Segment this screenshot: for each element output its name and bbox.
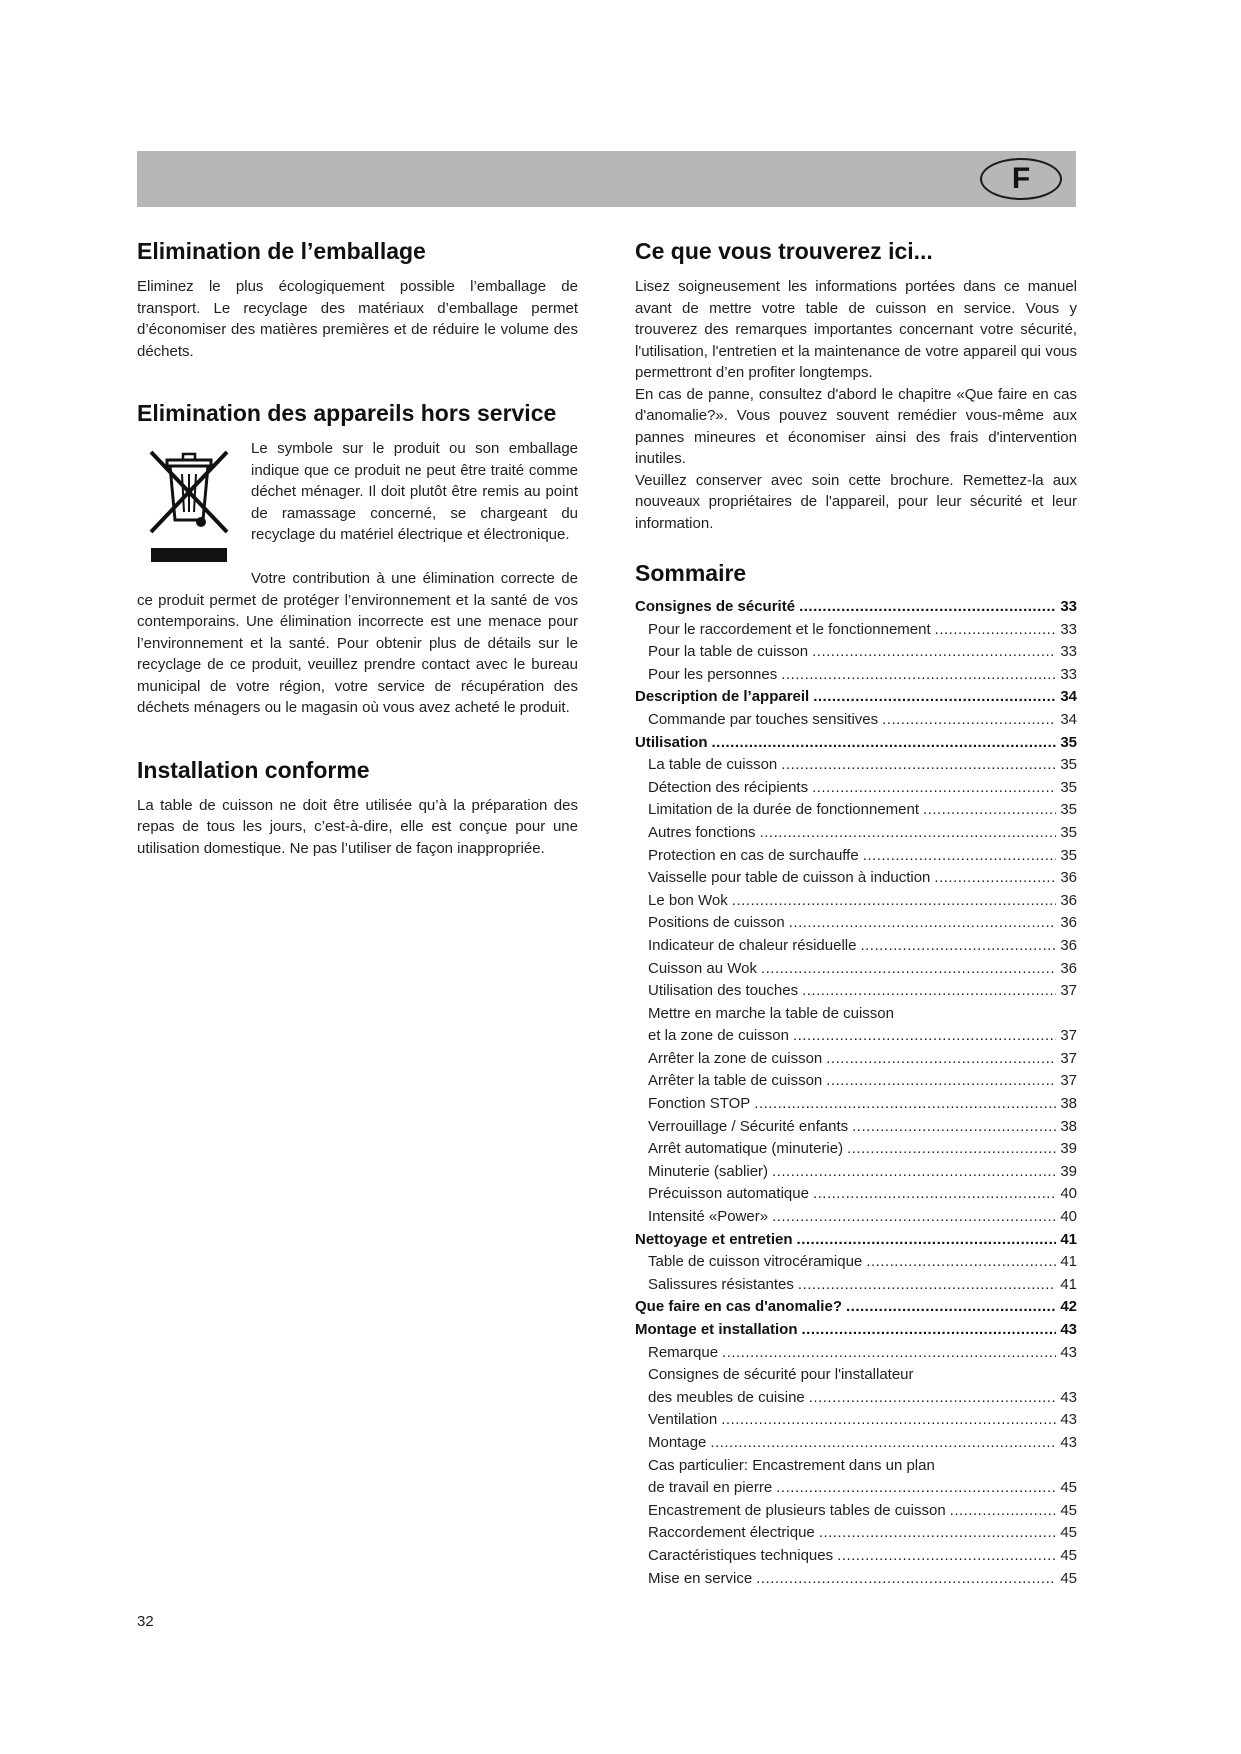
toc-label: Verrouillage / Sécurité enfants [648,1117,849,1135]
toc-leader-dots [882,709,1056,732]
toc-page-number: 36 [1060,936,1077,954]
toc-page-number: 36 [1060,891,1077,909]
toc-leader-dots [772,1206,1056,1229]
toc-page-number: 33 [1060,643,1077,661]
toc-page-number: 35 [1060,823,1077,841]
toc-page-number: 43 [1060,1433,1077,1451]
toc-entry [635,1138,1077,1161]
toc-title: Sommaire [635,560,747,586]
toc-entry [635,1048,1077,1071]
disposal-text-2: Votre contribution à une élimination correcte de ce produit permet de protéger l’environnement et la santé de vos contemporains. Une élimination incorrecte est une menace pour l’environnement et la santé. Pour obtenir plus de détails sur le recyclage de ce produit, veuillez prendre contact avec le bureau municipal de votre région, votre service de récupération des déchets ménagers ou le magasin où vous avez acheté le produit. [137,570,578,716]
toc-leader-dots [812,641,1056,664]
toc-entry [635,958,1077,981]
installation-title: Installation conforme [137,756,370,783]
intro-paragraph-1: Lisez soigneusement les informations portées dans ce manuel avant de mettre votre table de cuisson en service. Vous y trouverez des remarques importantes concernant votre sécurité, l'utilisation, l'entretien et la maintenance de votre appareil qui vous permettront d’en profiter longtemps. [635,278,1077,381]
toc-leader-dots [826,1048,1056,1071]
toc-label: Pour les personnes [648,665,778,683]
toc-page-number: 34 [1060,710,1077,728]
toc-entry [635,1364,1077,1387]
toc-leader-dots [863,845,1057,868]
toc-leader-dots [754,1093,1056,1116]
toc-label: Positions de cuisson [648,914,785,932]
toc-page-number: 35 [1060,846,1077,864]
toc-leader-dots [760,822,1057,845]
toc-leader-dots [793,1025,1056,1048]
toc-page-number: 35 [1060,778,1077,796]
toc-page-number: 43 [1060,1411,1077,1429]
toc-page-number: 35 [1060,801,1077,819]
toc-leader-dots [934,867,1056,890]
toc-entry [635,1183,1077,1206]
toc-leader-dots [866,1251,1056,1274]
toc-entry [635,1545,1077,1568]
toc-entry [635,1500,1077,1523]
toc-chapter [635,1296,1077,1319]
toc-page-number: 41 [1060,1275,1077,1293]
toc-page-number: 41 [1060,1253,1077,1271]
toc-page-number: 40 [1060,1185,1077,1203]
toc-leader-dots [847,1138,1056,1161]
toc-chapter [635,1319,1077,1342]
toc-entry [635,867,1077,890]
toc-entry [635,619,1077,642]
toc-leader-dots [819,1522,1057,1545]
toc-page-number: 36 [1060,869,1077,887]
table-of-contents [635,596,1077,1590]
toc-page-number: 37 [1060,1072,1077,1090]
toc-leader-dots [812,777,1056,800]
toc-label: Pour la table de cuisson [648,643,809,661]
disposal-section [137,398,578,719]
toc-label: Cas particulier: Encastrement dans un plan [648,1456,935,1474]
toc-entry [635,799,1077,822]
toc-leader-dots [756,1568,1056,1591]
toc-label: Arrêter la zone de cuisson [648,1049,823,1067]
toc-page-number: 39 [1060,1162,1077,1180]
toc-page-number: 42 [1060,1298,1077,1316]
toc-leader-dots [781,754,1056,777]
toc-label: Consignes de sécurité [635,598,796,615]
toc-label: Commande par touches sensitives [648,710,879,728]
toc-entry [635,1161,1077,1184]
toc-leader-dots [813,686,1056,709]
toc-chapter [635,732,1077,755]
toc-label: Vaisselle pour table de cuisson à induction [648,869,931,887]
toc-label: Table de cuisson vitrocéramique [648,1253,863,1271]
toc-leader-dots [776,1477,1056,1500]
toc-entry [635,822,1077,845]
toc-label: Minuterie (sablier) [648,1162,769,1180]
toc-page-number: 45 [1060,1479,1077,1497]
page-number: 32 [137,1613,154,1630]
installation-section [137,755,578,860]
intro-paragraph-3: Veuillez conserver avec soin cette brochure. Remettez-la aux nouveaux propriétaires de l'appareil, pour leur sécurité et leur information. [635,471,1077,532]
toc-leader-dots [923,799,1056,822]
toc-entry [635,1274,1077,1297]
toc-entry [635,1070,1077,1093]
toc-page-number: 33 [1060,598,1077,615]
left-column [137,236,578,895]
packaging-section [137,236,578,362]
toc-leader-dots [732,890,1057,913]
toc-leader-dots [935,619,1057,642]
toc-entry [635,1206,1077,1229]
toc-leader-dots [722,1342,1056,1365]
toc-entry [635,641,1077,664]
toc-page-number: 39 [1060,1140,1077,1158]
toc-entry [635,1522,1077,1545]
toc-label: Salissures résistantes [648,1275,794,1293]
toc-leader-dots [802,980,1056,1003]
toc-leader-dots [710,1432,1056,1455]
disposal-title: Elimination des appareils hors service [137,400,557,426]
toc-leader-dots [781,664,1056,687]
toc-leader-dots [772,1161,1056,1184]
toc-page-number: 45 [1060,1524,1077,1542]
toc-entry [635,709,1077,732]
toc-page-number: 34 [1060,688,1077,706]
toc-label: de travail en pierre [648,1479,773,1497]
toc-leader-dots [860,935,1056,958]
toc-page-number: 45 [1060,1569,1077,1587]
toc-page-number: 37 [1060,1027,1077,1045]
toc-page-number: 43 [1060,1321,1077,1338]
toc-label: Utilisation [635,733,708,751]
toc-page-number: 38 [1060,1095,1077,1113]
toc-label: Mettre en marche la table de cuisson [648,1004,894,1022]
disposal-body [137,438,578,719]
intro-title: Ce que vous trouverez ici... [635,238,933,264]
toc-leader-dots [721,1409,1056,1432]
toc-entry [635,1251,1077,1274]
toc-label: Description de l’appareil [635,688,810,706]
toc-page-number: 37 [1060,982,1077,1000]
header-bar [137,151,1076,207]
toc-page-number: 33 [1060,620,1077,638]
toc-leader-dots [802,1319,1057,1342]
toc-leader-dots [826,1070,1056,1093]
toc-leader-dots [798,1274,1056,1297]
toc-label: et la zone de cuisson [648,1027,789,1045]
toc-page-number: 41 [1060,1230,1077,1248]
toc-label: Cuisson au Wok [648,959,757,977]
toc-entry [635,890,1077,913]
toc-entry [635,935,1077,958]
toc-entry [635,1387,1077,1410]
toc-page-number: 36 [1060,914,1077,932]
toc-entry [635,777,1077,800]
toc-page-number: 45 [1060,1546,1077,1564]
toc-entry [635,1455,1077,1478]
toc-entry [635,1116,1077,1139]
toc-label: Détection des récipients [648,778,809,796]
toc-entry [635,980,1077,1003]
crossed-out-bin-icon [137,440,241,568]
packaging-text: Eliminez le plus écologiquement possible l’emballage de transport. Le recyclage des matériaux d’emballage permet d’économiser des matières premières et de réduire le volume des déchets. [137,278,578,360]
toc-entry [635,1025,1077,1048]
toc-label: Consignes de sécurité pour l'installateur [648,1366,914,1384]
toc-page-number: 33 [1060,665,1077,683]
toc-label: Ventilation [648,1411,718,1429]
toc-label: Arrêt automatique (minuterie) [648,1140,844,1158]
toc-leader-dots [950,1500,1057,1523]
toc-label: des meubles de cuisine [648,1388,805,1406]
toc-page-number: 45 [1060,1501,1077,1519]
toc-label: Raccordement électrique [648,1524,815,1542]
toc-leader-dots [837,1545,1056,1568]
toc-entry [635,1003,1077,1026]
toc-label: Limitation de la durée de fonctionnement [648,801,920,819]
toc-page-number: 37 [1060,1049,1077,1067]
toc-page-number: 40 [1060,1208,1077,1226]
toc-page-number: 36 [1060,959,1077,977]
toc-label: Encastrement de plusieurs tables de cuisson [648,1501,946,1519]
toc-chapter [635,686,1077,709]
toc-label: Montage [648,1433,707,1451]
toc-leader-dots [797,1229,1057,1252]
toc-label: Le bon Wok [648,891,728,909]
disposal-text-1: Le symbole sur le produit ou son emballage indique que ce produit ne peut être traité comme déchet ménager. Il doit plutôt être remis au point de ramassage concerné, se chargeant du recyclage du matériel électrique et électronique. [251,440,578,543]
toc-leader-dots [789,912,1057,935]
toc-label: Indicateur de chaleur résiduelle [648,936,857,954]
toc-entry [635,664,1077,687]
toc-leader-dots [712,732,1057,755]
toc-page-number: 38 [1060,1117,1077,1135]
toc-page-number: 43 [1060,1388,1077,1406]
language-badge: F [980,158,1062,200]
toc-chapter [635,596,1077,619]
toc-label: La table de cuisson [648,756,778,774]
toc-entry [635,1568,1077,1591]
toc-label: Que faire en cas d'anomalie? [635,1298,842,1316]
toc-label: Intensité «Power» [648,1208,769,1226]
toc-leader-dots [809,1387,1057,1410]
toc-leader-dots [813,1183,1056,1206]
right-column [635,236,1077,1590]
toc-entry [635,912,1077,935]
toc-leader-dots [761,958,1056,981]
toc-page-number: 35 [1060,756,1077,774]
toc-label: Autres fonctions [648,823,756,841]
toc-leader-dots [852,1116,1056,1139]
toc-label: Fonction STOP [648,1095,751,1113]
toc-leader-dots [799,596,1056,619]
packaging-title: Elimination de l’emballage [137,238,426,264]
toc-label: Mise en service [648,1569,753,1587]
toc-chapter [635,1229,1077,1252]
toc-page-number: 43 [1060,1343,1077,1361]
toc-entry [635,1409,1077,1432]
toc-label: Précuisson automatique [648,1185,809,1203]
toc-page-number: 35 [1060,733,1077,751]
toc-label: Caractéristiques techniques [648,1546,834,1564]
toc-label: Arrêter la table de cuisson [648,1072,823,1090]
toc-label: Utilisation des touches [648,982,799,1000]
intro-paragraph-2: En cas de panne, consultez d'abord le chapitre «Que faire en cas d'anomalie?». Vous pouvez souvent remédier vous-même aux pannes mineures et économiser ainsi des frais d'intervention inutiles. [635,385,1077,467]
toc-label: Montage et installation [635,1321,798,1338]
toc-entry [635,1477,1077,1500]
toc-entry [635,1093,1077,1116]
toc-label: Nettoyage et entretien [635,1230,793,1248]
toc-label: Remarque [648,1343,719,1361]
toc-entry [635,845,1077,868]
toc-entry [635,1432,1077,1455]
toc-label: Pour le raccordement et le fonctionnement [648,620,931,638]
toc-entry [635,1342,1077,1365]
toc-leader-dots [846,1296,1056,1319]
installation-text: La table de cuisson ne doit être utilisée qu’à la préparation des repas de tous les jours, c’est-à-dire, elle est conçue pour une utilisation domestique. Ne pas l’utiliser de façon inappropriée. [137,796,578,857]
toc-entry [635,754,1077,777]
toc-label: Protection en cas de surchauffe [648,846,859,864]
